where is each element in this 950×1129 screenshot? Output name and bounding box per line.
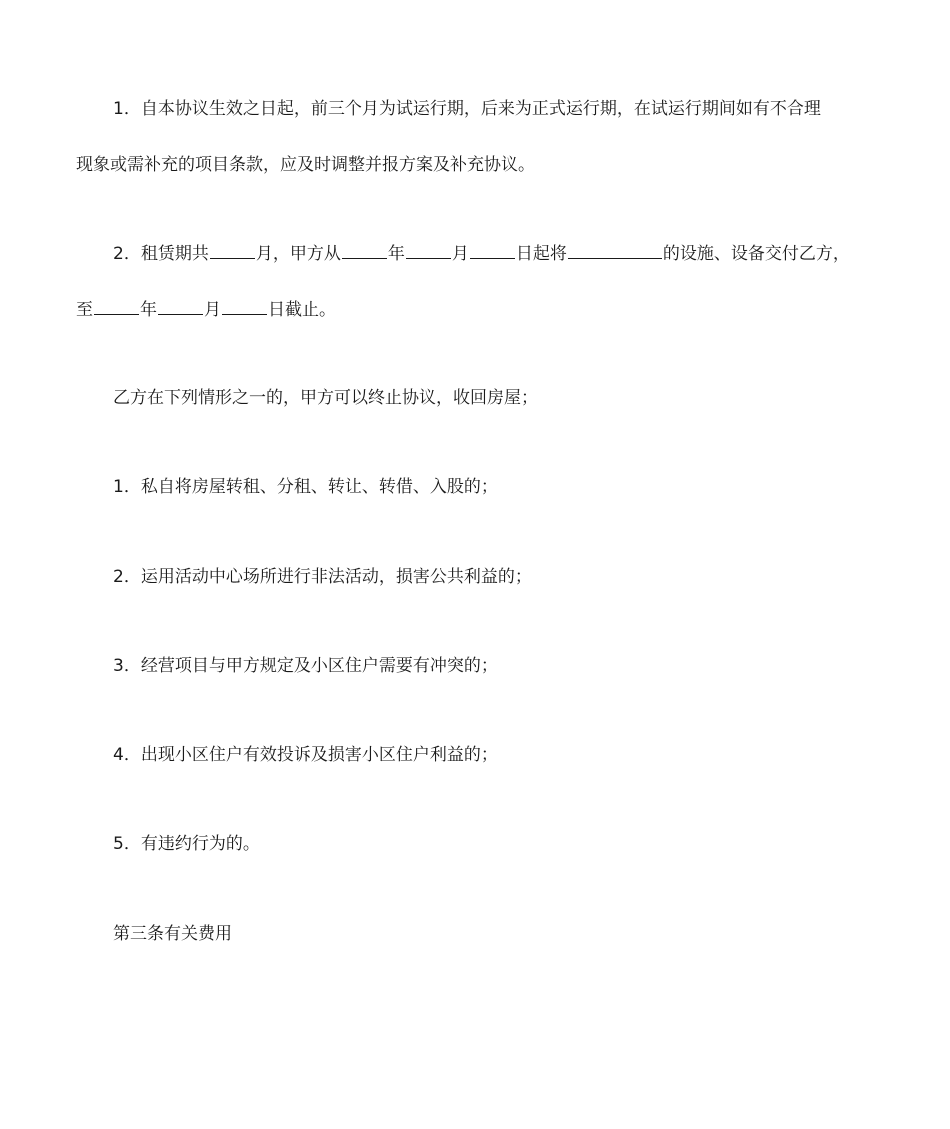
text-segment: 至: [76, 300, 93, 320]
paragraph-line: 现象或需补充的项目条款，应及时调整并报方案及补充协议。: [76, 155, 535, 175]
fill-in-blank: [406, 241, 451, 259]
paragraph-trial-period: [76, 96, 886, 178]
fill-in-blank: [210, 241, 255, 259]
list-item-text: 4．出现小区住户有效投诉及损害小区住户利益的；: [113, 745, 498, 765]
paragraph-line: [76, 297, 886, 323]
text-segment: 月: [451, 244, 469, 264]
list-item: [76, 474, 886, 500]
list-item: [76, 742, 886, 768]
list-item: [76, 831, 886, 857]
list-item: [76, 564, 886, 590]
text-segment: 日起将: [515, 244, 567, 264]
text-segment: 的设施、设备交付乙方，: [662, 244, 850, 264]
paragraph-termination-intro: [76, 385, 886, 411]
text-segment: 年: [387, 244, 405, 264]
paragraph-line: 乙方在下列情形之一的，甲方可以终止协议，收回房屋；: [113, 388, 538, 408]
text-segment: 2．租赁期共: [113, 244, 209, 264]
paragraph-line: [76, 241, 886, 267]
list-item-text: 2．运用活动中心场所进行非法活动，损害公共利益的；: [113, 567, 532, 587]
fill-in-blank: [342, 241, 387, 259]
text-segment: 月，甲方从: [255, 244, 341, 264]
text-segment: 日截止。: [268, 300, 336, 320]
list-item-text: 1．私自将房屋转租、分租、转让、转借、入股的；: [113, 477, 498, 497]
fill-in-blank: [94, 297, 139, 315]
fill-in-blank: [222, 297, 267, 315]
text-segment: 年: [140, 300, 157, 320]
list-item-text: 5．有违约行为的。: [113, 834, 260, 854]
list-item-text: 3．经营项目与甲方规定及小区住户需要有冲突的；: [113, 656, 498, 676]
text-segment: 月: [204, 300, 221, 320]
section-heading-text: 第三条有关费用: [113, 924, 232, 944]
fill-in-blank: [470, 241, 515, 259]
fill-in-blank: [568, 241, 662, 259]
section-heading: [76, 921, 886, 947]
fill-in-blank: [158, 297, 203, 315]
paragraph-lease-term: [76, 241, 886, 323]
list-item: [76, 653, 886, 679]
paragraph-line: 1．自本协议生效之日起，前三个月为试运行期，后来为正式运行期，在试运行期间如有不合理: [113, 99, 821, 119]
